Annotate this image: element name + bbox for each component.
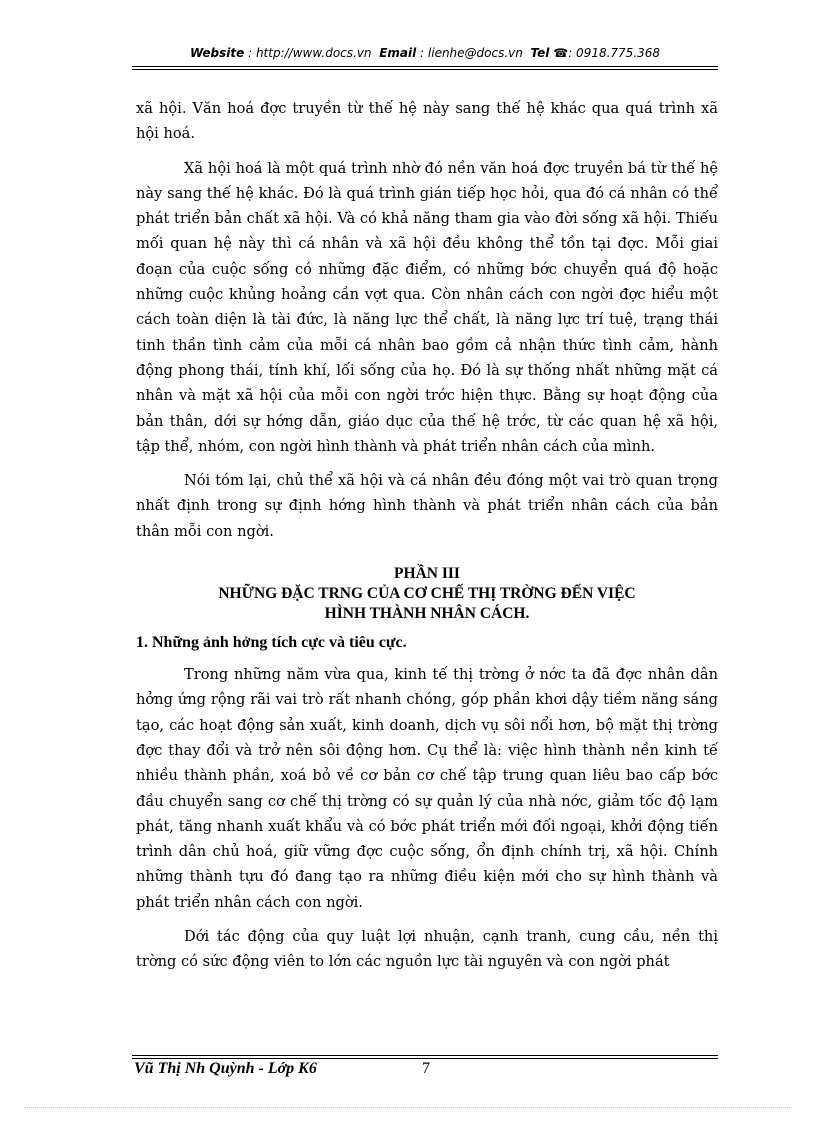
part-title: PHẦN III [394, 565, 460, 583]
document-body [136, 96, 718, 984]
footer-rule [132, 1055, 718, 1056]
paragraph: Trong những năm vừa qua, kinh tế thị trờng ở nớc ta đã đợc nhân dân hởng ứng rộng rãi vai trò rất nhanh chóng, góp phần khơi dậy tiềm năng sáng tạo, các hoạt động sản xuất, kinh doanh, dịch vụ sôi nổi hơn, bộ mặt thị trờng đợc thay đổi và trở nên sôi động hơn. Cụ thể là: việc hình thành nền kinh tế nhiều thành phần, xoá bỏ về cơ bản cơ chế tập trung quan liêu bao cấp bớc đầu chuyển sang cơ chế thị trờng có sự quản lý của nhà nớc, giảm tốc độ lạm phát, tăng nhanh xuất khẩu và có bớc phát triển mới đối ngoại, khởi động tiến trình dân chủ hoá, giữ vững đợc cuộc sống, ổn định chính trị, xã hội. Chính những thành tựu đó đang tạo ra những điều kiện mới cho sự hình thành và phát triển nhân cách con ngời. [136, 666, 718, 911]
paragraph: Nói tóm lại, chủ thể xã hội và cá nhân đều đóng một vai trò quan trọng nhất định trong sự định hớng hình thành và phát triển nhân cách của bản thân mỗi con ngời. [136, 472, 718, 540]
website-value: : http://www.docs.vn [248, 46, 372, 60]
footer-rule-double [132, 1058, 718, 1059]
part-subtitle-line: NHỮNG ĐẶC TRNG CỦA CƠ CHẾ THỊ TRỜNG ĐẾN VIỆC [218, 585, 636, 603]
part-subtitle-line: HÌNH THÀNH NHÂN CÁCH. [324, 605, 530, 623]
section-heading: 1. Những ảnh hởng tích cực và tiêu cực. [136, 634, 407, 652]
paragraph: Dới tác động của quy luật lợi nhuận, cạnh tranh, cung cầu, nền thị trờng có sức động viên to lớn các nguồn lực tài nguyên và con ngời phát [136, 928, 718, 971]
paragraph: Xã hội hoá là một quá trình nhờ đó nền văn hoá đợc truyền bá từ thế hệ này sang thế hệ khác. Đó là quá trình gián tiếp học hỏi, qua đó cá nhân có thể phát triển bản chất xã hội. Và có khả năng tham gia vào đời sống xã hội. Thiếu mối quan hệ này thì cá nhân và xã hội đều không thể tồn tại đợc. Mỗi giai đoạn của cuộc sống có những đặc điểm, có những bớc chuyển quá độ hoặc những cuộc khủng hoảng cần vợt qua. Còn nhân cách con ngời đợc hiểu một cách toàn diện là tài đức, là năng lực thể chất, là năng lực trí tuệ, trạng thái tinh thần tình cảm của mỗi cá nhân bao gồm cả nhận thức tình cảm, hành động phong thái, tính khí, lối sống của họ. Đó là sự thống nhất những mặt cá nhân và mặt xã hội của mỗi con ngời trớc hiện thực. Bằng sự hoạt động của bản thân, dới sự hớng dẫn, giáo dục của thế hệ trớc, từ các quan hệ xã hội, tập thể, nhóm, con ngời hình thành và phát triển nhân cách của mình. [136, 159, 718, 455]
tel-label: Tel [530, 46, 550, 60]
email-value: : lienhe@docs.vn [420, 46, 523, 60]
paragraph: xã hội. Văn hoá đợc truyền từ thế hệ này sang thế hệ khác qua quá trình xã hội hoá. [136, 100, 718, 143]
header-rule [132, 66, 718, 67]
phone-icon: ☎ [553, 46, 569, 60]
page-header [132, 46, 718, 60]
website-label: Website [189, 46, 245, 60]
footer-author: Vũ Thị Nh Quỳnh - Lớp K6 [134, 1060, 317, 1077]
header-rule-double [132, 69, 718, 70]
page-edge-divider [24, 1107, 792, 1108]
part-title-block [136, 564, 718, 624]
tel-value: : 0918.775.368 [568, 46, 661, 60]
email-label: Email [379, 46, 417, 60]
page-number: 7 [422, 1060, 430, 1077]
